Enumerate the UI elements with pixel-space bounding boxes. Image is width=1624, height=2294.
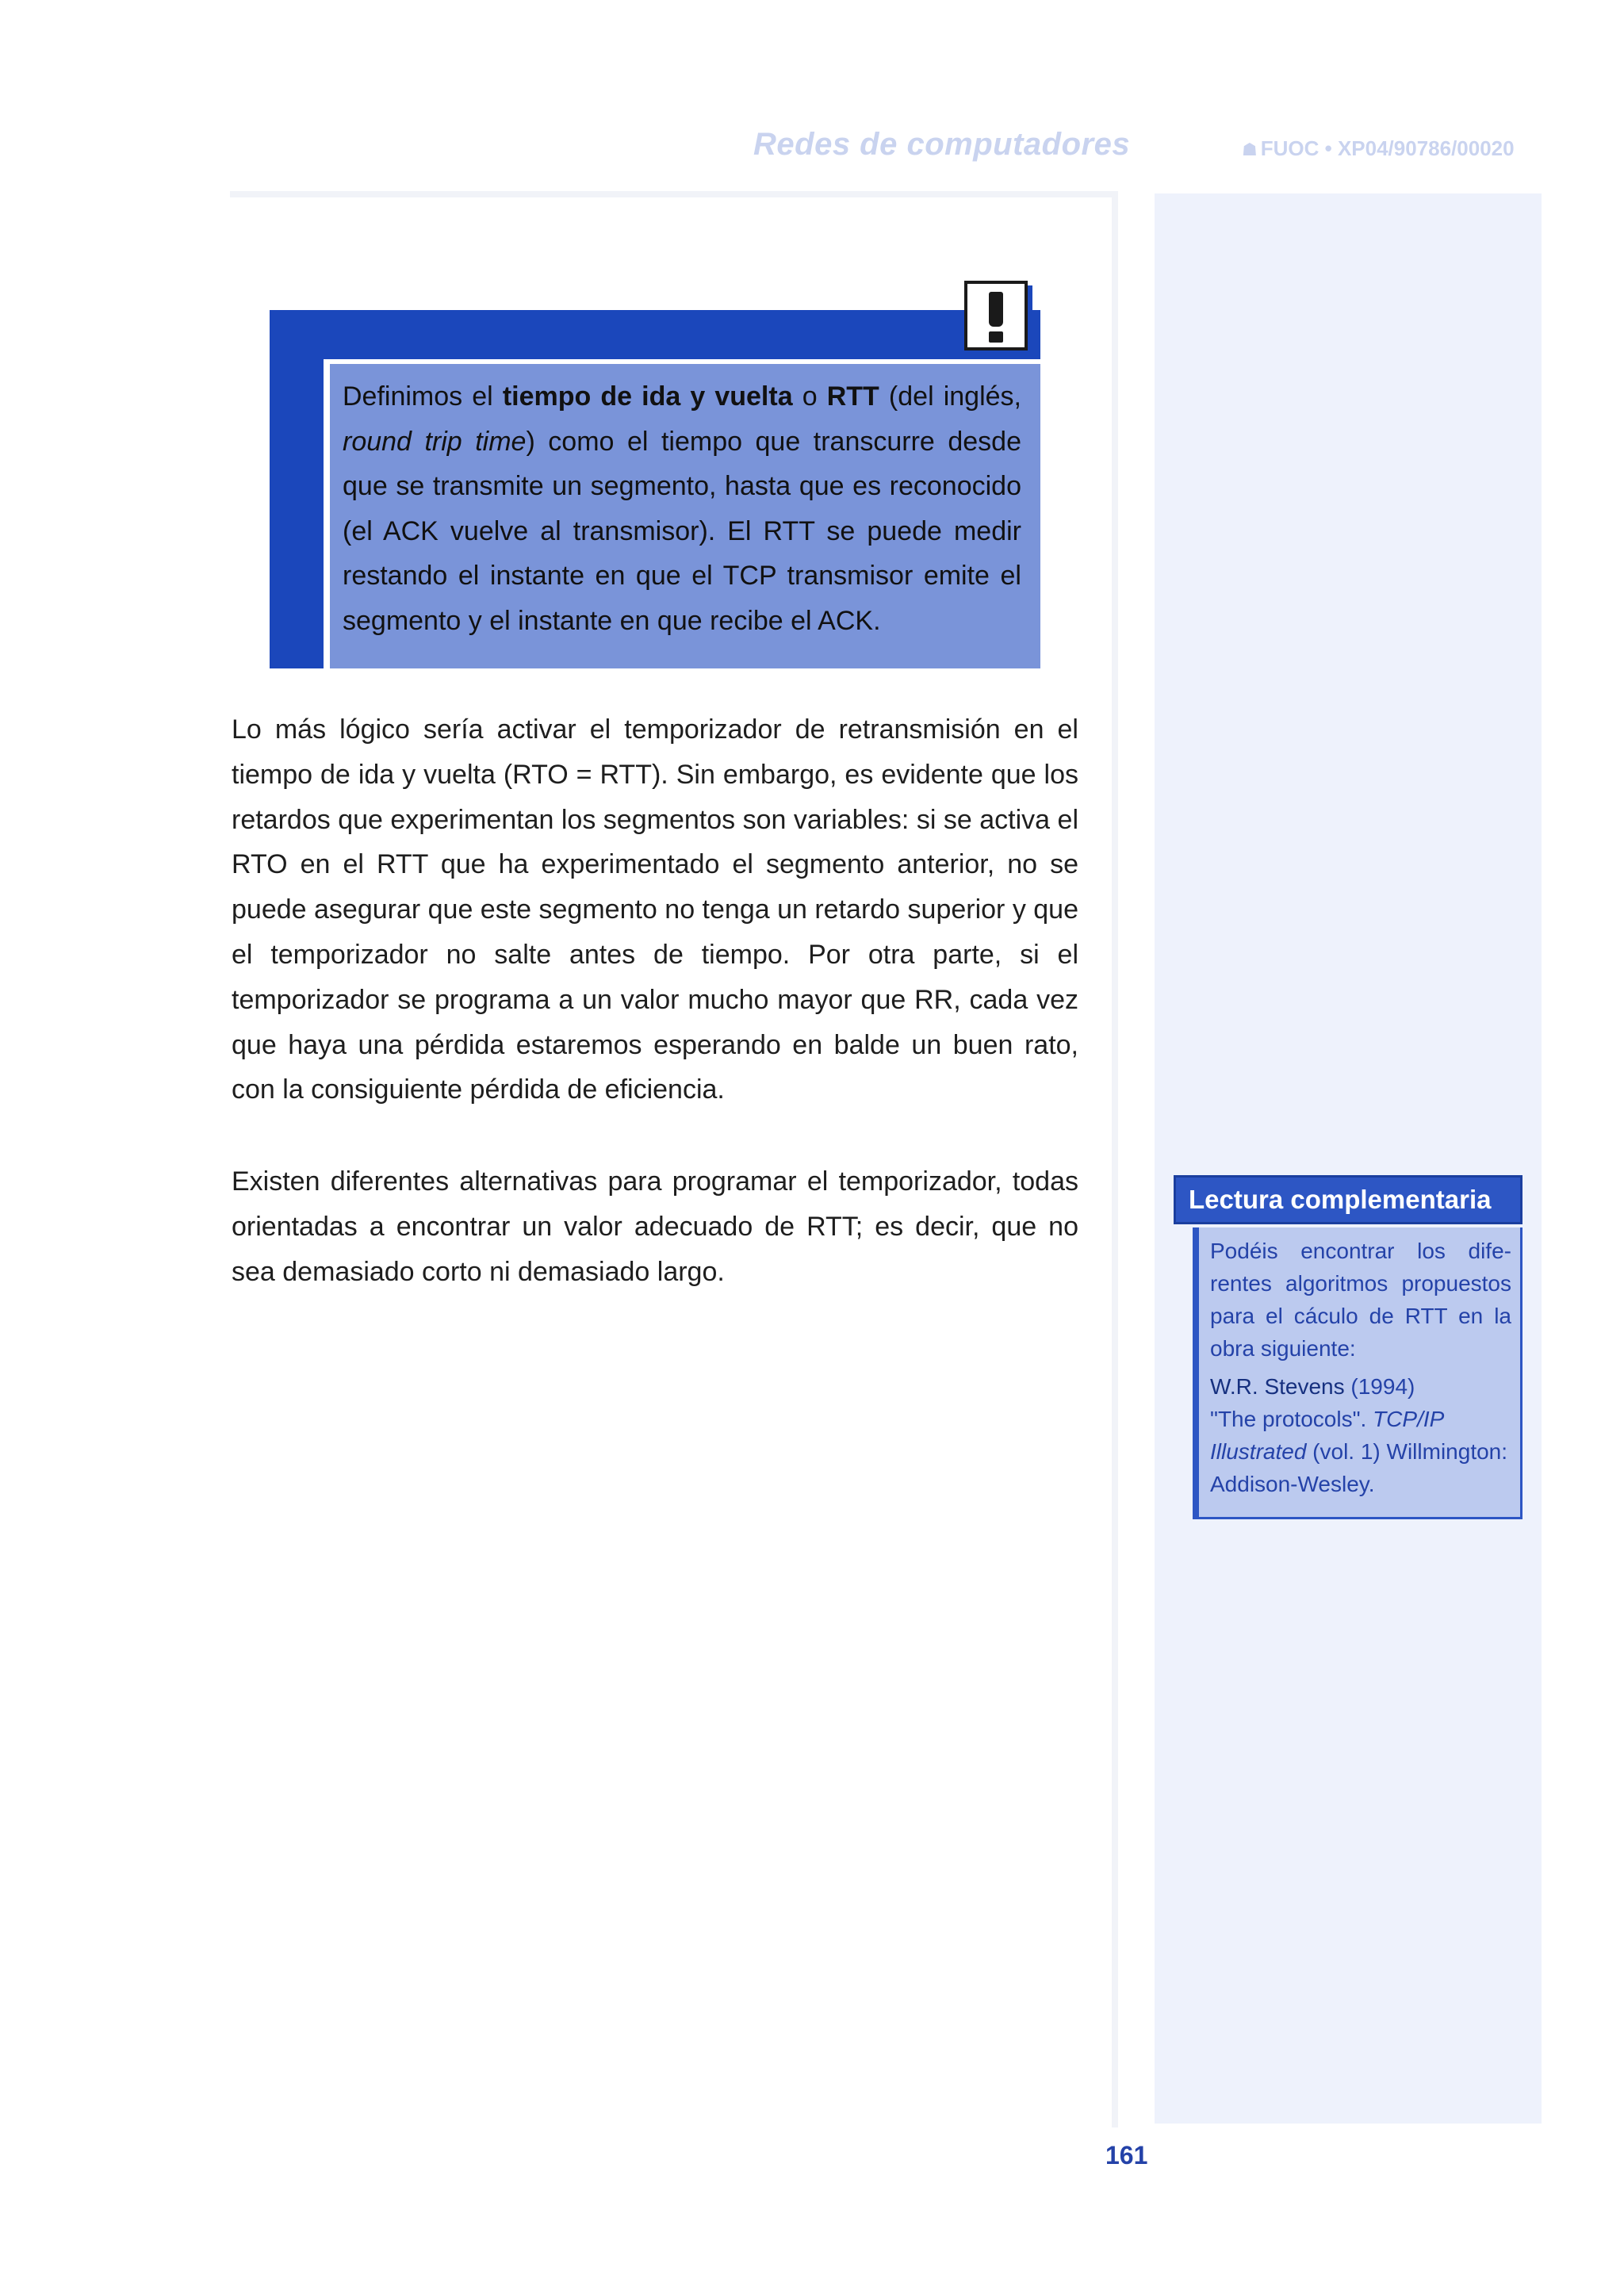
reading-box-text: Podéis encontrar los diferentes algoritmos propuestos para el cáculo de RTT en la obra siguiente: bbox=[1210, 1239, 1511, 1361]
page-number: 161 bbox=[1105, 2141, 1148, 2170]
definition-box-frame-top bbox=[270, 310, 1040, 359]
sidebar-vertical-label: ANOTACIONES bbox=[1545, 1676, 1611, 2124]
definition-text: Definimos el tiempo de ida y vuelta o RTT (del inglés, round trip time) como el tiempo que transcurre desde que se transmite un segmento, hasta que es reconocido (el ACK vuelve al transmisor). El RTT se puede medir restando el instante en que el TCP transmisor emite el segmento y el instante en que recibe el ACK. bbox=[343, 381, 1021, 636]
definition-box-divider-v bbox=[324, 359, 330, 668]
definition-box-frame-left bbox=[270, 310, 324, 668]
reference-series: TCP/IP Illustrated bbox=[1210, 1407, 1444, 1464]
reference-title: "The protocols". bbox=[1210, 1407, 1373, 1431]
reading-box-reference bbox=[1210, 1370, 1516, 1500]
english-term: round trip time bbox=[343, 426, 527, 457]
term-rtt: RTT bbox=[826, 381, 879, 412]
exclamation-icon bbox=[964, 281, 1028, 350]
reference-author: W.R. Stevens bbox=[1210, 1374, 1345, 1399]
reading-box-heading: Lectura complementaria bbox=[1174, 1175, 1522, 1224]
document-reference bbox=[1242, 136, 1515, 161]
top-rule bbox=[230, 191, 1118, 197]
column-rule bbox=[1112, 191, 1118, 2127]
reference-year: (1994) bbox=[1344, 1374, 1415, 1399]
book-title: Redes de computadores bbox=[753, 127, 1131, 162]
annotations-sidebar bbox=[1155, 193, 1542, 2124]
body-paragraph-1: Lo más lógico sería activar el temporizador de retransmisión en el tiempo de ida y vuelta (RTO = RTT). Sin embargo, es evidente que los retardos que experimentan los segmentos son variables: si se activa el RTO en el RTT que ha experimentado el segmento anterior, no se puede asegurar que este segmento no tenga un retardo superior y que el temporizador no salte antes de tiempo. Por otra parte, si el temporizador se programa a un valor mucho mayor que RR, cada vez que haya una pérdida estaremos esperando en balde un buen rato, con la consiguiente pérdida de eficiencia. bbox=[232, 714, 1078, 1105]
term-tiempo-de-ida-y-vuelta: tiempo de ida y vuelta bbox=[502, 381, 793, 412]
uoc-logo-icon: ☗ bbox=[1242, 140, 1258, 159]
reference-code: FUOC • XP04/90786/00020 bbox=[1260, 136, 1515, 160]
reference-details: (vol. 1) Willmington: Addison-Wesley. bbox=[1210, 1439, 1508, 1496]
body-paragraph-2: Existen diferentes alternativas para programar el temporizador, todas orientadas a encontrar un valor adecuado de RTT; es decir, que no sea demasiado corto ni demasiado largo. bbox=[232, 1166, 1078, 1287]
